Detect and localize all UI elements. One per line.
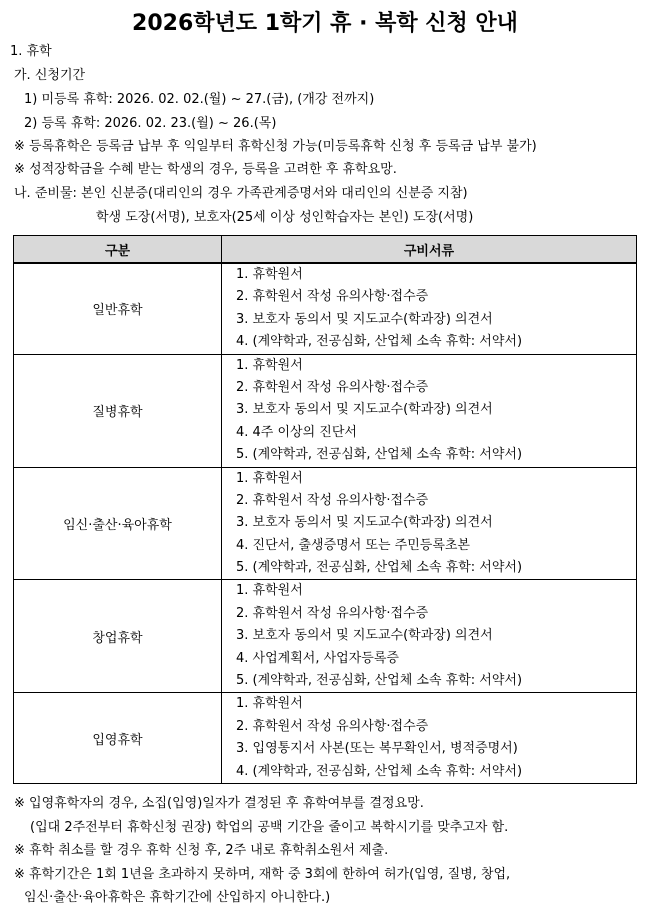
document-list: [222, 263, 637, 354]
list-item: 1. 휴학원서: [236, 470, 303, 486]
list-item: 5. (계약학과, 전공심화, 산업체 소속 휴학: 서약서): [236, 673, 523, 689]
category-startup-leave: 창업휴학: [14, 580, 222, 693]
footer-note-period-detail: 임신·출산·육아휴학은 휴학기간에 산입하지 아니한다.): [24, 890, 331, 905]
document-list: [222, 467, 637, 580]
period-item-registered: 2) 등록 휴학: 2026. 02. 23.(월) ~ 26.(목): [24, 116, 277, 131]
list-item: 4. 진단서, 출생증명서 또는 주민등록초본: [236, 537, 470, 553]
footer-note-military-detail: (입대 2주전부터 휴학신청 권장) 학업의 공백 기간을 줄이고 복학시기를 맞추고자 함.: [30, 820, 509, 835]
footer-note-period: ※ 휴학기간은 1회 1년을 초과하지 못하며, 재학 중 3회에 한하여 허가(입영, 질병, 창업,: [14, 867, 511, 882]
list-item: 4. 사업계획서, 사업자등록증: [236, 650, 399, 666]
preparation-line-2: 학생 도장(서명), 보호자(25세 이상 성인학습자는 본인) 도장(서명): [96, 210, 474, 225]
list-item: 4. 4주 이상의 진단서: [236, 424, 357, 440]
category-general-leave: 일반휴학: [14, 263, 222, 354]
document-list: [222, 580, 637, 693]
footer-note-cancel: ※ 휴학 취소를 할 경우 휴학 신청 후, 2주 내로 휴학취소원서 제출.: [14, 843, 389, 858]
list-item: 4. (계약학과, 전공심화, 산업체 소속 휴학: 서약서): [236, 334, 523, 350]
category-parental-leave: 임신·출산·육아휴학: [14, 467, 222, 580]
section-heading-leave: 1. 휴학: [10, 44, 52, 59]
required-documents-table: [13, 235, 637, 784]
list-item: 2. 휴학원서 작성 유의사항·접수증: [236, 289, 429, 305]
page-title: 2026학년도 1학기 휴 · 복학 신청 안내: [132, 11, 518, 36]
list-item: 3. 보호자 동의서 및 지도교수(학과장) 의견서: [236, 628, 493, 644]
list-item: 2. 휴학원서 작성 유의사항·접수증: [236, 718, 429, 734]
list-item: 3. 보호자 동의서 및 지도교수(학과장) 의견서: [236, 402, 493, 418]
list-item: 1. 휴학원서: [236, 267, 303, 282]
table-row: [14, 354, 637, 467]
category-military-leave: 입영휴학: [14, 693, 222, 784]
document-list: [222, 693, 637, 784]
note-scholarship: ※ 성적장학금을 수혜 받는 학생의 경우, 등록을 고려한 후 휴학요망.: [14, 162, 397, 177]
table-row: [14, 580, 637, 693]
table-row: [14, 693, 637, 784]
document-list: [222, 354, 637, 467]
list-item: 3. 보호자 동의서 및 지도교수(학과장) 의견서: [236, 311, 493, 327]
preparation-line-1: 나. 준비물: 본인 신분증(대리인의 경우 가족관계증명서와 대리인의 신분증 지참): [14, 186, 468, 201]
table-header-row: [14, 236, 637, 264]
list-item: 3. 입영통지서 사본(또는 복무확인서, 병적증명서): [236, 741, 518, 757]
list-item: 2. 휴학원서 작성 유의사항·접수증: [236, 605, 429, 621]
list-item: 3. 보호자 동의서 및 지도교수(학과장) 의견서: [236, 515, 493, 531]
list-item: 5. (계약학과, 전공심화, 산업체 소속 휴학: 서약서): [236, 447, 523, 463]
footer-note-military: ※ 입영휴학자의 경우, 소집(입영)일자가 결정된 후 휴학여부를 결정요망.: [14, 796, 424, 811]
note-registered-leave: ※ 등록휴학은 등록금 납부 후 익일부터 휴학신청 가능(미등록휴학 신청 후 등록금 납부 불가): [14, 139, 537, 154]
list-item: 2. 휴학원서 작성 유의사항·접수증: [236, 492, 429, 508]
application-period-label: 가. 신청기간: [14, 68, 86, 83]
list-item: 1. 휴학원서: [236, 696, 303, 712]
table-row: [14, 263, 637, 354]
header-category: 구분: [14, 236, 222, 264]
category-illness-leave: 질병휴학: [14, 354, 222, 467]
header-documents: 구비서류: [222, 236, 637, 264]
list-item: 2. 휴학원서 작성 유의사항·접수증: [236, 379, 429, 395]
list-item: 4. (계약학과, 전공심화, 산업체 소속 휴학: 서약서): [236, 763, 523, 779]
table-row: [14, 467, 637, 580]
list-item: 5. (계약학과, 전공심화, 산업체 소속 휴학: 서약서): [236, 560, 523, 576]
list-item: 1. 휴학원서: [236, 357, 303, 373]
list-item: 1. 휴학원서: [236, 583, 303, 599]
period-item-unregistered: 1) 미등록 휴학: 2026. 02. 02.(월) ~ 27.(금), (개강 전까지): [24, 92, 375, 107]
